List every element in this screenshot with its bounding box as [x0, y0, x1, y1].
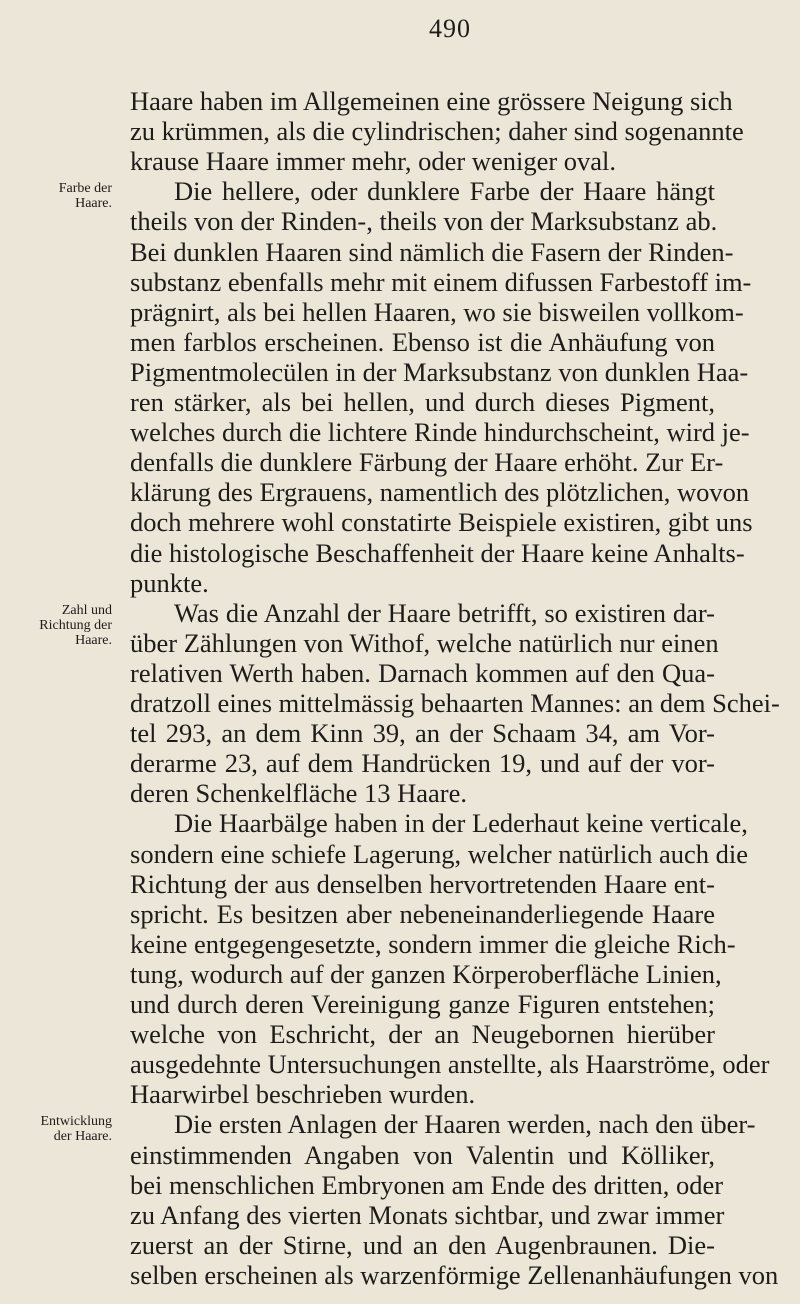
text-line: relativen Werth haben. Darnach kommen auf den Qua-	[130, 657, 715, 688]
text-line: welches durch die lichtere Rinde hindurchscheint, wird je-	[130, 417, 750, 448]
text-line: substanz ebenfalls mehr mit einem difussen Farbestoff im-	[130, 266, 752, 297]
text-line: dratzoll eines mittelmässig behaarten Mannes: an dem Schei-	[130, 688, 780, 718]
page-number: 490	[429, 14, 471, 43]
margin-note-line: der Haare.	[53, 1129, 112, 1145]
text-line: zu krümmen, als die cylindrischen; daher sind sogenannte	[130, 116, 744, 147]
text-line: ren stärker, als bei hellen, und durch dieses Pigment,	[130, 387, 715, 417]
text-line: Bei dunklen Haaren sind nämlich die Fasern der Rinden-	[130, 236, 734, 267]
text-line: prägnirt, als bei hellen Haaren, wo sie bisweilen vollkom-	[130, 296, 744, 327]
text-line: theils von der Rinden-, theils von der Marksubstanz ab.	[130, 206, 718, 237]
margin-note-line: Haare.	[75, 196, 112, 212]
text-line: Haare haben im Allgemeinen eine grössere Neigung sich	[130, 86, 733, 116]
text-line: einstimmenden Angaben von Valentin und Kölliker,	[130, 1139, 715, 1170]
text-line: die histologische Beschaffenheit der Haare keine Anhalts-	[130, 537, 745, 568]
text-line: Was die Anzahl der Haare betrifft, so existiren dar-	[174, 597, 715, 628]
text-line: welche von Eschricht, der an Neugebornen hierüber	[130, 1019, 715, 1050]
text-line: Die hellere, oder dunklere Farbe der Haare hängt	[174, 176, 715, 207]
text-line: spricht. Es besitzen aber nebeneinanderliegende Haare	[130, 898, 715, 929]
text-line: tung, wodurch auf der ganzen Körperoberfläche Linien,	[130, 958, 722, 989]
margin-note-line: Entwicklung	[40, 1114, 112, 1130]
text-line: men farblos erscheinen. Ebenso ist die Anhäufung von	[130, 326, 715, 357]
text-line: sondern eine schiefe Lagerung, welcher natürlich auch die	[130, 838, 749, 869]
text-line: Pigmentmolecülen in der Marksubstanz von dunklen Haa-	[130, 356, 749, 387]
text-line: Die Haarbälge haben in der Lederhaut keine verticale,	[174, 808, 748, 839]
text-line: Haarwirbel beschrieben wurden.	[130, 1079, 476, 1110]
margin-note-farbe	[0, 181, 112, 211]
text-line: Richtung der aus denselben hervortretenden Haare ent-	[130, 868, 715, 899]
text-line: deren Schenkelfläche 13 Haare.	[130, 778, 467, 809]
margin-note-entwicklung	[0, 1114, 112, 1144]
text-line: krause Haare immer mehr, oder weniger oval.	[130, 146, 617, 177]
text-line: doch mehrere wohl constatirte Beispiele existiren, gibt uns	[130, 507, 753, 538]
text-line: selben erscheinen als warzenförmige Zellenanhäufungen von	[130, 1259, 779, 1290]
text-line: tel 293, an dem Kinn 39, an der Schaam 34, am Vor-	[130, 718, 715, 749]
margin-note-line: Haare.	[75, 632, 112, 648]
text-line: derarme 23, auf dem Handrücken 19, und auf der vor-	[130, 748, 715, 779]
text-line: bei menschlichen Embryonen am Ende des dritten, oder	[130, 1169, 724, 1200]
margin-note-line: Zahl und	[61, 602, 112, 618]
text-line: zu Anfang des vierten Monats sichtbar, und zwar immer	[130, 1199, 725, 1230]
text-line: ausgedehnte Untersuchungen anstellte, als Haarströme, oder	[130, 1049, 770, 1080]
text-line: Die ersten Anlagen der Haaren werden, nach den über-	[174, 1109, 756, 1140]
text-line: denfalls die dunklere Färbung der Haare erhöht. Zur Er-	[130, 447, 724, 478]
text-line: keine entgegengesetzte, sondern immer die gleiche Rich-	[130, 928, 736, 959]
text-line: klärung des Ergrauens, namentlich des plötzlichen, wovon	[130, 477, 750, 508]
margin-note-line: Farbe der	[58, 181, 112, 197]
margin-note-line: Richtung der	[39, 617, 112, 633]
text-line: und durch deren Vereinigung ganze Figuren entstehen;	[130, 989, 715, 1019]
text-line: zuerst an der Stirne, und an den Augenbraunen. Die-	[130, 1229, 715, 1260]
text-line: über Zählungen von Withof, welche natürlich nur einen	[130, 627, 719, 658]
text-line: punkte.	[130, 567, 209, 598]
margin-note-zahl	[0, 603, 112, 648]
